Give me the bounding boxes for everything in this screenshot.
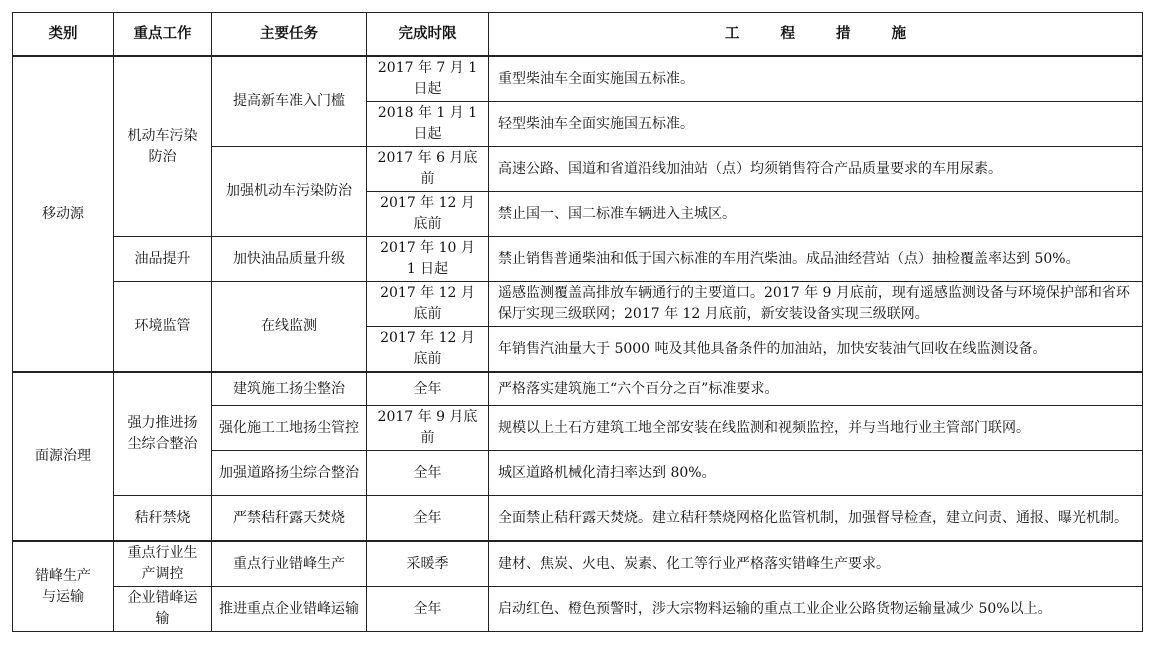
measure-cell: 建材、焦炭、火电、炭素、化工等行业严格落实错峰生产要求。 xyxy=(489,541,1143,587)
measure-cell: 年销售汽油量大于 5000 吨及其他具备条件的加油站，加快安装油气回收在线监测设备。 xyxy=(489,327,1143,373)
measures-table-container xyxy=(12,12,1142,632)
table-row xyxy=(13,237,1143,282)
deadline-cell: 2018 年 1 月 1 日起 xyxy=(367,102,489,147)
deadline-cell: 全年 xyxy=(367,496,489,542)
main-task-cell: 推进重点企业错峰运输 xyxy=(212,587,367,632)
key-work-cell: 重点行业生产调控 xyxy=(114,541,212,587)
measure-cell: 遥感监测覆盖高排放车辆通行的主要道口。2017 年 9 月底前，现有遥感监测设备与环境保护部和省环保厅实现三级联网；2017 年 12 月底前，新安装设备实现三级联网。 xyxy=(489,282,1143,327)
measure-cell: 严格落实建筑施工“六个百分之百”标准要求。 xyxy=(489,372,1143,406)
table-row xyxy=(13,541,1143,587)
deadline-cell: 2017 年 12 月底前 xyxy=(367,192,489,237)
table-row xyxy=(13,282,1143,327)
measure-cell: 轻型柴油车全面实施国五标准。 xyxy=(489,102,1143,147)
header-deadline: 完成时限 xyxy=(367,13,489,57)
deadline-cell: 2017 年 12 月底前 xyxy=(367,327,489,373)
key-work-cell: 油品提升 xyxy=(114,237,212,282)
measure-cell: 规模以上土石方建筑工地全部安装在线监测和视频监控，并与当地行业主管部门联网。 xyxy=(489,406,1143,451)
measure-cell: 启动红色、橙色预警时，涉大宗物料运输的重点工业企业公路货物运输量减少 50%以上。 xyxy=(489,587,1143,632)
deadline-cell: 全年 xyxy=(367,587,489,632)
measures-table xyxy=(12,12,1143,632)
deadline-cell: 2017 年 12 月底前 xyxy=(367,282,489,327)
header-category: 类别 xyxy=(13,13,114,57)
deadline-cell: 2017 年 6 月底前 xyxy=(367,147,489,192)
deadline-cell: 全年 xyxy=(367,372,489,406)
category-cell: 移动源 xyxy=(13,56,114,372)
measure-cell: 全面禁止秸秆露天焚烧。建立秸秆禁烧网格化监管机制，加强督导检查，建立问责、通报、曝光机制。 xyxy=(489,496,1143,542)
key-work-cell: 秸秆禁烧 xyxy=(114,496,212,542)
table-row xyxy=(13,587,1143,632)
key-work-cell: 机动车污染防治 xyxy=(114,56,212,237)
main-task-cell: 加快油品质量升级 xyxy=(212,237,367,282)
key-work-cell: 强力推进扬尘综合整治 xyxy=(114,372,212,496)
main-task-cell: 重点行业错峰生产 xyxy=(212,541,367,587)
header-main-task: 主要任务 xyxy=(212,13,367,57)
main-task-cell: 在线监测 xyxy=(212,282,367,373)
measure-cell: 高速公路、国道和省道沿线加油站（点）均须销售符合产品质量要求的车用尿素。 xyxy=(489,147,1143,192)
main-task-cell: 强化施工工地扬尘管控 xyxy=(212,406,367,451)
table-row xyxy=(13,56,1143,102)
key-work-cell: 企业错峰运输 xyxy=(114,587,212,632)
main-task-cell: 建筑施工扬尘整治 xyxy=(212,372,367,406)
table-row xyxy=(13,372,1143,406)
main-task-cell: 提高新车准入门槛 xyxy=(212,56,367,147)
deadline-cell: 2017 年 9 月底前 xyxy=(367,406,489,451)
deadline-cell: 全年 xyxy=(367,451,489,496)
main-task-cell: 加强机动车污染防治 xyxy=(212,147,367,237)
main-task-cell: 严禁秸秆露天焚烧 xyxy=(212,496,367,542)
main-task-cell: 加强道路扬尘综合整治 xyxy=(212,451,367,496)
header-measures: 工 程 措 施 xyxy=(489,13,1143,57)
category-cell: 面源治理 xyxy=(13,372,114,541)
deadline-cell: 采暖季 xyxy=(367,541,489,587)
header-row xyxy=(13,13,1143,57)
measure-cell: 城区道路机械化清扫率达到 80%。 xyxy=(489,451,1143,496)
category-cell: 错峰生产与运输 xyxy=(13,541,114,632)
header-key-work: 重点工作 xyxy=(114,13,212,57)
measure-cell: 重型柴油车全面实施国五标准。 xyxy=(489,56,1143,102)
deadline-cell: 2017 年 10 月 1 日起 xyxy=(367,237,489,282)
table-row xyxy=(13,496,1143,542)
measure-cell: 禁止国一、国二标准车辆进入主城区。 xyxy=(489,192,1143,237)
key-work-cell: 环境监管 xyxy=(114,282,212,373)
measure-cell: 禁止销售普通柴油和低于国六标准的车用汽柴油。成品油经营站（点）抽检覆盖率达到 50%。 xyxy=(489,237,1143,282)
deadline-cell: 2017 年 7 月 1 日起 xyxy=(367,56,489,102)
